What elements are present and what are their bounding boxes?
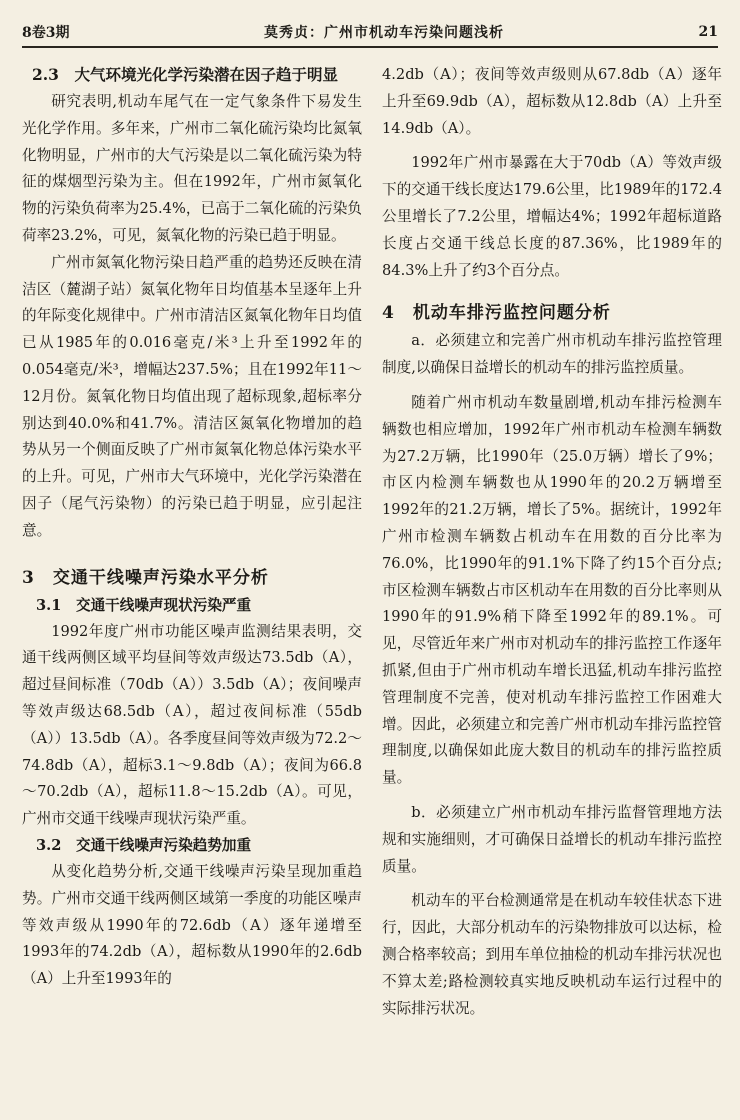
paragraph: 从变化趋势分析,交通干线噪声污染呈现加重趋势。广州市交通干线两侧区域第一季度的功能区噪声等效声级从1990年的72.6db（A）逐年递增至1993年的74.2db（A），超标数从1990年的2.6db（A）上升至1993年的 [22,862,362,988]
list-item-a: a．必须建立和完善广州市机动车排污监控管理制度,以确保日益增长的机动车的排污监控质量。 [382,332,722,377]
paragraph: 机动车的平台检测通常是在机动车较佳状态下进行，因此，大部分机动车的污染物排放可以达标，检测合格率较高；到用车单位抽检的机动车排污状况也不算太差;路检测较真实地反映机动车运行过程中的实际排污状况。 [382,892,722,1017]
issue-label: 8卷3期 [22,25,70,41]
running-title: 莫秀贞：广州市机动车污染问题浅析 [264,25,504,41]
paragraph: 广州市氮氧化物污染日趋严重的趋势还反映在清洁区（麓湖子站）氮氧化物年日均值基本呈逐年上升的年际变化规律中。广州市清洁区氮氧化物年日均值已从1985年的0.016毫克/米³上升至1992年的0.054毫克/米³，增幅达237.5%；且在1992年11～12月份。氮氧化物日均值出现了超标现象,超标率分别达到40.0%和41.7%。清洁区氮氧化物增加的趋势从另一个侧面反映了广州市氮氧化物总体污染水平的上升。可见，广州市大气环境中，光化学污染潜在因子（尾气污染物）的污染已趋于明显，应引起注意。 [22,253,362,539]
two-column-body [22,62,722,1022]
page-number: 21 [698,24,718,40]
paragraph-continued: 4.2db（A）；夜间等效声级则从67.8db（A）逐年上升至69.9db（A），超标数从12.8db（A）上升至14.9db（A）。 [382,66,722,137]
paragraph: 研究表明,机动车尾气在一定气象条件下易发生光化学作用。多年来，广州市二氧化硫污染均比氮氧化物明显，广州市的大气污染是以二氧化硫污染为特征的煤烟型污染为主。但在1992年，广州市氮氧化物的污染负荷率为25.4%，已高于二氧化硫的污染负荷率23.2%，可见，氮氧化物的污染已趋于明显。 [22,93,362,244]
section-3-heading: 3 交通干线噪声污染水平分析 [22,567,269,588]
list-item-b: b．必须建立广州市机动车排污监督管理地方法规和实施细则，才可确保日益增长的机动车排污监控质量。 [382,803,722,875]
paragraph: 1992年广州市暴露在大于70db（A）等效声级下的交通干线长度达179.6公里，比1989年的172.4公里增长了7.2公里，增幅达4%；1992年超标道路长度占交通干线总长度的87.36%，比1989年的84.3%上升了约3个百分点。 [382,154,722,279]
left-column [22,62,362,1022]
section-2-3-heading: 2.3 大气环境光化学污染潜在因子趋于明显 [32,65,338,84]
section-4-heading: 4 机动车排污监控问题分析 [382,303,611,324]
section-3-2-heading: 3.2 交通干线噪声污染趋势加重 [36,836,252,854]
right-column [382,62,722,1022]
section-3-1-heading: 3.1 交通干线噪声现状污染严重 [36,596,252,614]
page-header [22,18,718,48]
paragraph: 随着广州市机动车数量剧增,机动车排污检测车辆数也相应增加，1992年广州市机动车检测车辆数为27.2万辆，比1990年（25.0万辆）增长了9%；市区内检测车辆数也从1990年的20.2万辆增至1992年的21.2万辆，增长了5%。据统计，1992年广州市检测车辆数占机动车在用数的百分比率为76.0%，比1990年的91.1%下降了约15个百分点;市区检测车辆数占市区机动车在用数的百分比率则从1990年的91.9%稍下降至1992年的89.1%。可见，尽管近年来广州市对机动车的排污监控工作逐年抓紧,但由于广州市机动车增长迅猛,机动车排污监控管理制度不完善，使对机动车排污监控工作困难大增。因此，必须建立和完善广州市机动车排污监控管理制度,以确保如此庞大数目的机动车的排污监控质量。 [382,393,722,787]
paragraph: 1992年度广州市功能区噪声监测结果表明，交通干线两侧区域平均昼间等效声级达73.5db（A），超过昼间标准（70db（A））3.5db（A）；夜间噪声等效声级达68.5db（A），超过夜间标准（55db（A））13.5db（A）。各季度昼间等效声级为72.2～74.8db（A），超标3.1～9.8db（A）；夜间为66.8～70.2db（A），超标11.8～15.2db（A）。可见，广州市交通干线噪声现状污染严重。 [22,622,362,828]
